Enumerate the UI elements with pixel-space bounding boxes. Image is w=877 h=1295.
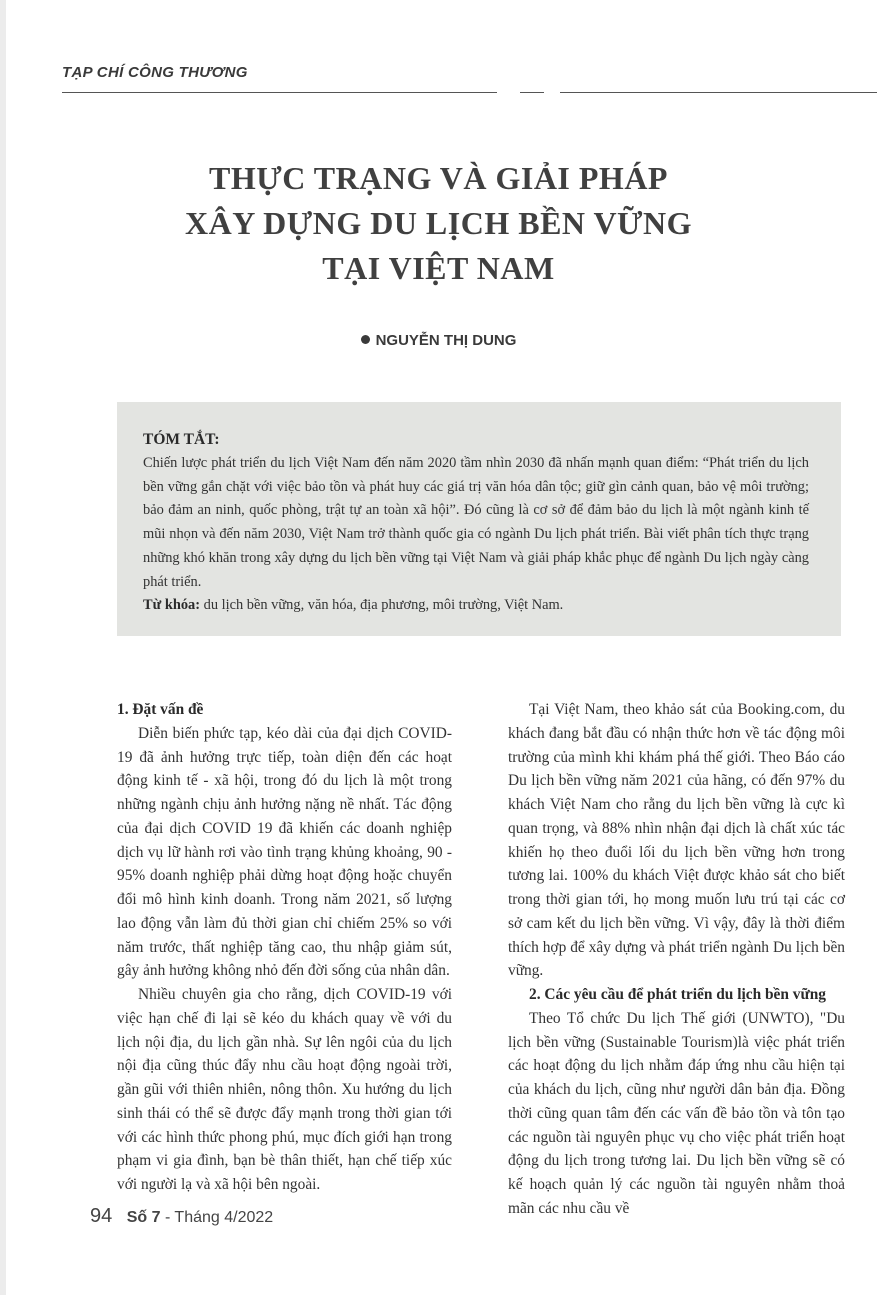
author-line (0, 332, 877, 349)
page-number: 94 (90, 1205, 113, 1227)
journal-name: TẠP CHÍ CÔNG THƯƠNG (62, 64, 248, 81)
paragraph: Nhiều chuyên gia cho rằng, dịch COVID-19 với việc hạn chế đi lại sẽ kéo du khách quay về với du lịch nội địa, du lịch gần nhà. Sự lên ngôi của du lịch nội địa cũng thúc đẩy nhu cầu hoạt động ngoài trời, gần gũi với thiên nhiên, nông thôn. Xu hướng du lịch sinh thái có thể sẽ được đẩy mạnh trong thời gian tới với các hình thức phong phú, mục đích giới hạn trong phạm vi gia đình, bạn bè thân thiết, hạn chế tiếp xúc với người lạ và xã hội bên ngoài. (117, 986, 452, 1193)
keywords (143, 594, 809, 618)
section-heading: 1. Đặt vấn đề (117, 701, 204, 718)
right-column (508, 698, 845, 1221)
bullet-icon (361, 335, 370, 344)
issue-label: Số 7 (126, 1209, 161, 1226)
left-column (117, 698, 452, 1197)
keywords-text: du lịch bền vững, văn hóa, địa phương, môi trường, Việt Nam. (203, 597, 564, 614)
paragraph: Theo Tổ chức Du lịch Thế giới (UNWTO), "Du lịch bền vững (Sustainable Tourism)là việc phát triển các hoạt động du lịch nhằm đáp ứng nhu cầu hiện tại của khách du lịch, cũng như người dân bản địa. Đồng thời cũng quan tâm đến các vấn đề bảo tồn và tôn tạo các nguồn tài nguyên phục vụ cho việc phát triển hoạt động du lịch trong tương lai. Du lịch bền vững sẽ có kế hoạch quản lý các nguồn tài nguyên nhằm thoả mãn các nhu cầu về (508, 1009, 845, 1217)
abstract-box (117, 402, 841, 636)
page-footer (90, 1205, 273, 1228)
header-rule (520, 92, 544, 93)
paragraph: Tại Việt Nam, theo khảo sát của Booking.com, du khách đang bắt đầu có nhận thức hơn về tác động môi trường của mình khi khám phá thế giới. Theo Báo cáo Du lịch bền vững năm 2021 của hãng, có đến 97% du khách Việt Nam cho rằng du lịch bền vững là cực kì quan trọng, và 88% nhìn nhận đại dịch là chất xúc tác khiến họ theo đuổi lối du lịch bền vững hơn trong tương lai. 100% du khách Việt được khảo sát cho biết trong thời gian tới, họ mong muốn lưu trú tại các cơ sở cam kết du lịch bền vững. Vì vậy, đây là thời điểm thích hợp để xây dựng và phát triển ngành Du lịch bền vững. (508, 701, 845, 980)
issue-info (127, 1209, 273, 1226)
author-name: NGUYỄN THỊ DUNG (375, 332, 517, 349)
title-line: XÂY DỰNG DU LỊCH BỀN VỮNG (184, 205, 693, 241)
issue-date: - Tháng 4/2022 (160, 1209, 274, 1226)
section-heading: 2. Các yêu cầu để phát triển du lịch bền vững (529, 986, 826, 1003)
header-rule (560, 92, 877, 93)
paragraph: Diễn biến phức tạp, kéo dài của đại dịch COVID-19 đã ảnh hưởng trực tiếp, toàn diện đến các hoạt động kinh tế - xã hội, trong đó du lịch là một trong những ngành chịu ảnh hưởng nặng nề nhất. Tác động của đại dịch COVID 19 đã khiến các doanh nghiệp dịch vụ lữ hành rơi vào tình trạng khủng khoảng, 90 - 95% doanh nghiệp phải dừng hoạt động hoặc chuyển đổi mô hình kinh doanh. Trong năm 2021, số lượng lao động vẫn làm đủ thời gian chỉ chiếm 25% so với năm trước, thất nghiệp tăng cao, thu nhập giảm sút, gây ảnh hưởng không nhỏ đến đời sống của nhân dân. (117, 724, 452, 980)
header-rule (62, 92, 497, 93)
page-spine-shadow (0, 0, 6, 1295)
title-line: THỰC TRẠNG VÀ GIẢI PHÁP (209, 160, 668, 196)
abstract-body: Chiến lược phát triển du lịch Việt Nam đến năm 2020 tầm nhìn 2030 đã nhấn mạnh quan điểm: “Phát triển du lịch bền vững gắn chặt với việc bảo tồn và phát huy các giá trị văn hóa dân tộc; giữ gìn cảnh quan, bảo vệ môi trường; bảo đảm an ninh, quốc phòng, trật tự an toàn xã hội”. Đó cũng là cơ sở để đảm bảo du lịch là một ngành kinh tế mũi nhọn và đến năm 2030, Việt Nam trở thành quốc gia có ngành Du lịch phát triển. Bài viết phân tích thực trạng những khó khăn trong xây dựng du lịch bền vững tại Việt Nam và giải pháp khắc phục để ngành Du lịch ngày càng phát triển. (143, 455, 809, 590)
article-title (100, 156, 777, 291)
abstract-heading: TÓM TẮT: (143, 431, 220, 448)
title-line: TẠI VIỆT NAM (322, 250, 555, 286)
keywords-label: Từ khóa: (143, 597, 201, 614)
